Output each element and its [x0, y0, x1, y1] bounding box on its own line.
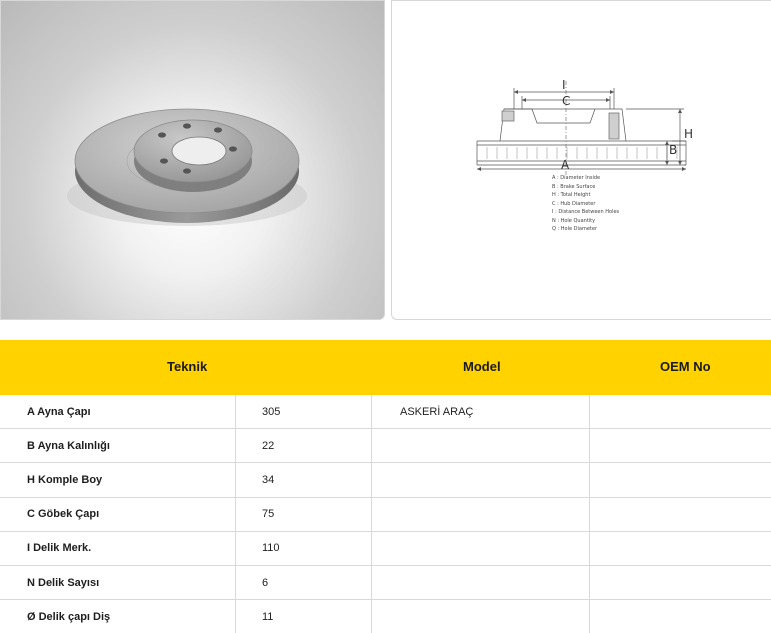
diagram-legend	[552, 174, 619, 234]
row-model: ASKERİ ARAÇ	[400, 405, 474, 418]
legend-item: H : Total Height	[552, 192, 591, 198]
table-row	[0, 429, 771, 463]
legend-item: C : Hub Diameter	[552, 200, 596, 207]
technical-diagram-panel	[391, 0, 771, 320]
header-teknik: Teknik	[167, 359, 208, 374]
legend-item: N : Hole Quantity	[552, 217, 596, 224]
row-label: Ø Delik çapı Diş	[27, 610, 111, 623]
product-photo-panel	[0, 0, 385, 320]
row-label: C Göbek Çapı	[27, 508, 100, 521]
disc-cross-section-diagram	[392, 1, 771, 321]
legend-item: A : Diameter Inside	[552, 175, 601, 181]
row-value: 6	[262, 576, 269, 589]
table-row	[0, 600, 771, 633]
row-value: 75	[262, 508, 275, 521]
dim-label-b: B	[669, 143, 678, 157]
row-label: H Komple Boy	[27, 473, 103, 486]
table-header	[0, 340, 771, 395]
legend-item: I : Distance Between Holes	[552, 209, 620, 215]
legend-item: Q : Hole Diameter	[552, 226, 598, 232]
header-oem: OEM No	[660, 359, 711, 374]
row-value: 34	[262, 473, 275, 486]
dim-label-h: H	[684, 127, 694, 141]
table-row	[0, 463, 771, 497]
dim-label-a: A	[561, 158, 570, 172]
row-value: 22	[262, 439, 275, 452]
dim-label-c: C	[562, 94, 571, 108]
table-row	[0, 532, 771, 566]
table-row	[0, 498, 771, 532]
dim-label-i: I	[562, 78, 566, 92]
table-row	[0, 395, 771, 429]
row-label: B Ayna Kalınlığı	[27, 439, 110, 452]
row-value: 11	[262, 610, 274, 623]
legend-item: B : Brake Surface	[552, 183, 596, 190]
row-value: 305	[262, 405, 281, 418]
row-value: 110	[262, 542, 280, 555]
header-model: Model	[463, 359, 501, 374]
row-label: N Delik Sayısı	[27, 576, 100, 589]
brake-disc-image	[1, 1, 385, 320]
spec-table	[0, 340, 771, 633]
row-label: I Delik Merk.	[27, 542, 92, 555]
row-label: A Ayna Çapı	[27, 405, 91, 418]
table-row	[0, 566, 771, 600]
